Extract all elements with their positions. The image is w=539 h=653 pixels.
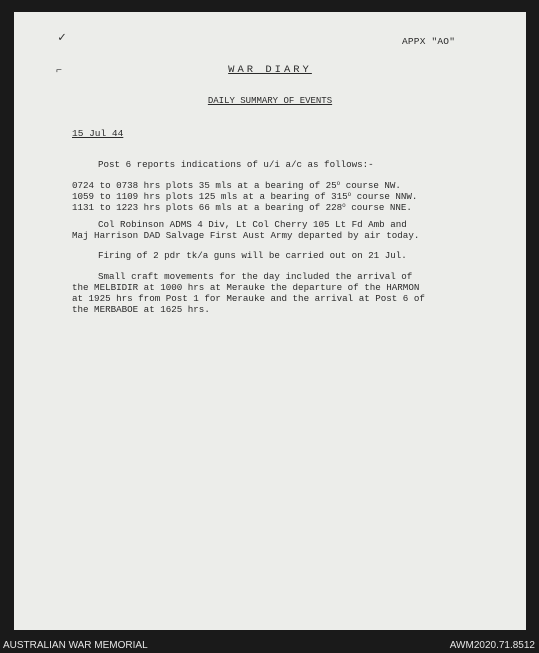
paragraph-line: Col Robinson ADMS 4 Div, Lt Col Cherry 105 Lt Fd Amb and <box>98 219 407 230</box>
archive-reference-number: AWM2020.71.8512 <box>449 640 535 651</box>
archive-credit: AUSTRALIAN WAR MEMORIAL <box>3 640 148 651</box>
pencil-tick-mark: ✓ <box>58 30 66 45</box>
paragraph-line: Small craft movements for the day included the arrival of <box>98 271 413 282</box>
paragraph-intro: Post 6 reports indications of u/i a/c as follows:- <box>98 159 374 170</box>
appendix-reference: APPX "AO" <box>402 36 456 47</box>
document-title: WAR DIARY <box>228 64 312 76</box>
document-page <box>14 12 526 630</box>
plot-line: 1131 to 1223 hrs plots 66 mls at a bearing of 228$^o$ course NNE. <box>72 202 412 213</box>
paragraph-line: the MELBIDIR at 1000 hrs at Merauke the departure of the HARMON <box>72 282 420 293</box>
paragraph-line: Maj Harrison DAD Salvage First Aust Army departed by air today. <box>72 230 420 241</box>
paragraph-line: the MERBABOE at 1625 hrs. <box>72 304 210 315</box>
pencil-mark: ⌐ <box>56 66 63 77</box>
document-subtitle: DAILY SUMMARY OF EVENTS <box>207 96 333 106</box>
paragraph-line: Firing of 2 pdr tk/a guns will be carried out on 21 Jul. <box>98 250 407 261</box>
diary-date: 15 Jul 44 <box>72 128 124 139</box>
plot-line: 0724 to 0738 hrs plots 35 mls at a bearing of 25$^o$ course NW. <box>72 180 401 191</box>
paragraph-line: at 1925 hrs from Post 1 for Merauke and the arrival at Post 6 of <box>72 293 425 304</box>
plot-line: 1059 to 1109 hrs plots 125 mls at a bearing of 315$^o$ course NNW. <box>72 191 418 202</box>
